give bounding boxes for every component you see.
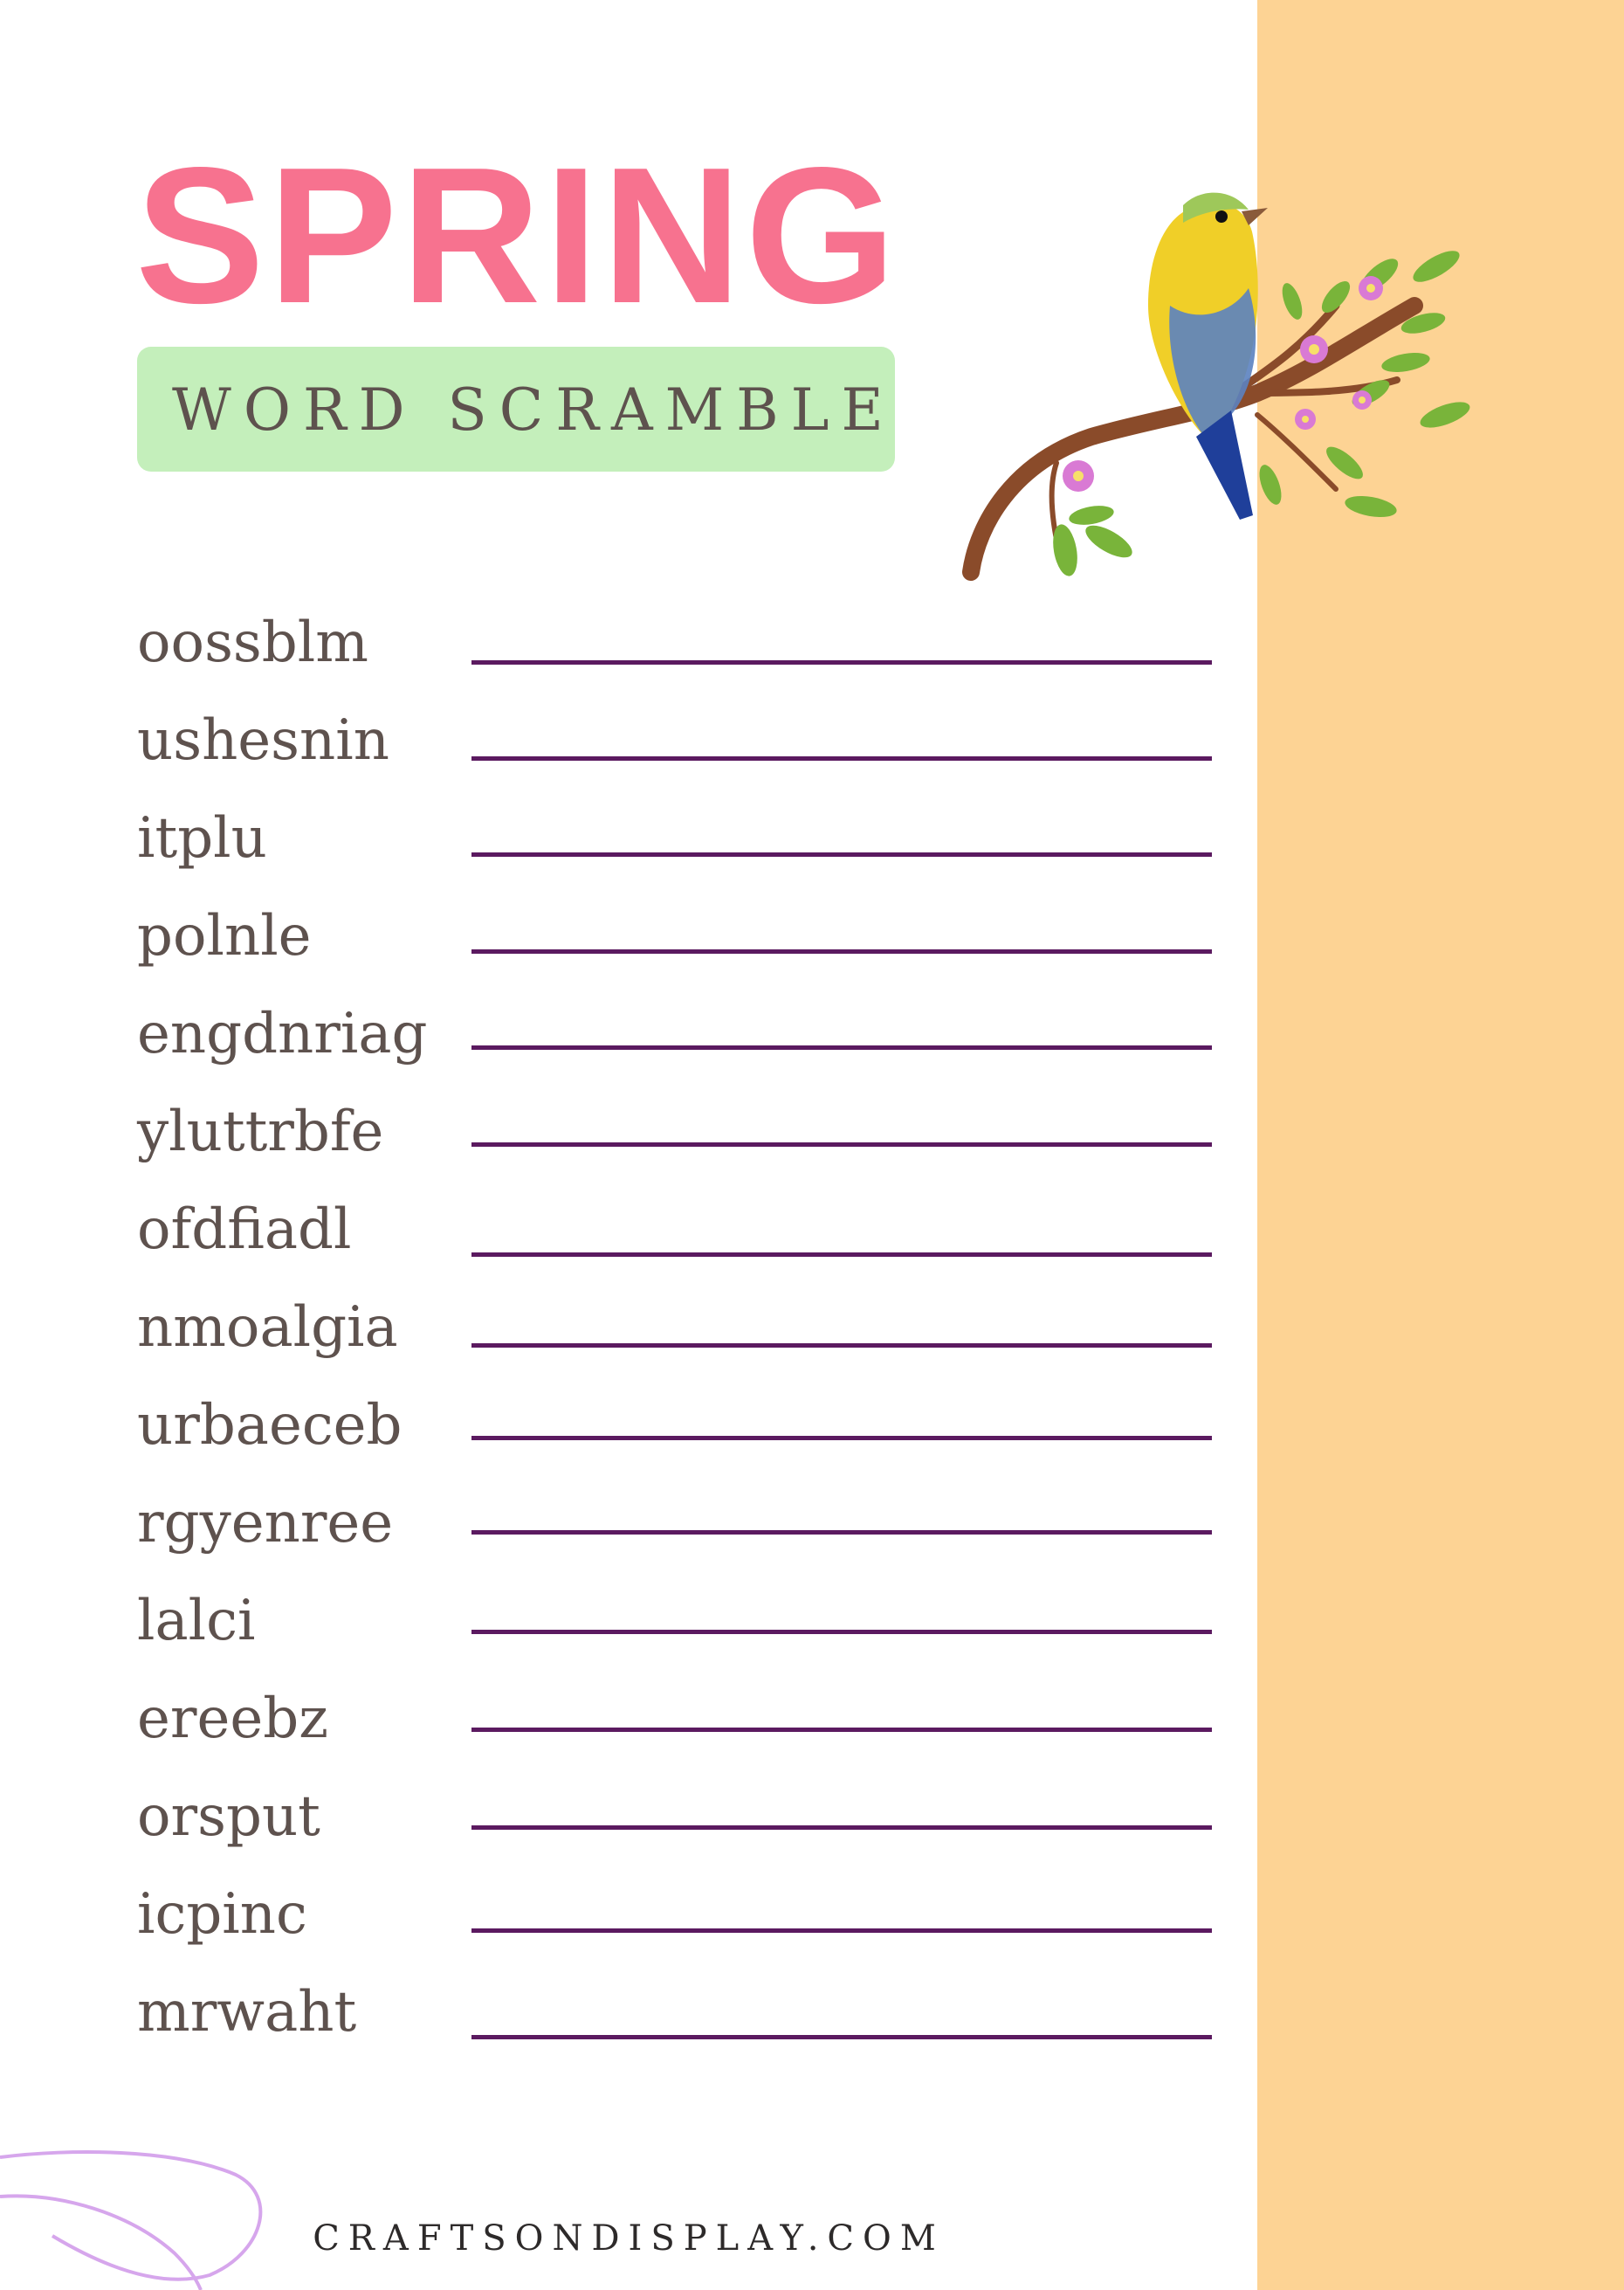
scrambled-word: polnle — [137, 904, 312, 969]
answer-line[interactable] — [471, 1436, 1212, 1440]
list-item — [0, 1293, 1257, 1390]
scrambled-word: yluttrbfe — [137, 1100, 384, 1164]
answer-line[interactable] — [471, 852, 1212, 857]
answer-line[interactable] — [471, 2035, 1212, 2039]
list-item — [0, 1195, 1257, 1293]
answer-line[interactable] — [471, 949, 1212, 954]
scrambled-word: urbaeceb — [137, 1393, 403, 1458]
scrambled-word: lalci — [137, 1589, 256, 1653]
scrambled-word: oossblm — [137, 610, 368, 675]
answer-line[interactable] — [471, 1045, 1212, 1050]
list-item — [0, 1880, 1257, 1977]
scrambled-word: itplu — [137, 806, 267, 871]
answer-line[interactable] — [471, 1343, 1212, 1348]
list-item — [0, 1097, 1257, 1195]
answer-line[interactable] — [471, 1825, 1212, 1830]
list-item — [0, 1586, 1257, 1684]
answer-line[interactable] — [471, 660, 1212, 665]
scrambled-word: nmoalgia — [137, 1295, 398, 1360]
answer-line[interactable] — [471, 1728, 1212, 1732]
list-item — [0, 1782, 1257, 1880]
page-title: SPRING — [135, 128, 900, 344]
list-item — [0, 901, 1257, 999]
decorative-swirl — [0, 2131, 279, 2290]
answer-line[interactable] — [471, 1928, 1212, 1933]
scrambled-word: orsput — [137, 1784, 320, 1849]
list-item — [0, 1488, 1257, 1586]
answer-line[interactable] — [471, 1530, 1212, 1535]
subtitle: WORD SCRAMBLE — [172, 376, 896, 444]
answer-line[interactable] — [471, 1630, 1212, 1634]
list-item — [0, 1977, 1257, 2075]
list-item — [0, 804, 1257, 901]
scrambled-word: icpinc — [137, 1882, 307, 1947]
scrambled-word: mrwaht — [137, 1980, 357, 2045]
list-item — [0, 608, 1257, 706]
scrambled-word: ereebz — [137, 1686, 328, 1751]
list-item — [0, 999, 1257, 1097]
scrambled-word: rgyenree — [137, 1491, 394, 1555]
scrambled-word: ofdfiadl — [137, 1197, 352, 1262]
scrambled-word: ushesnin — [137, 708, 389, 773]
answer-line[interactable] — [471, 756, 1212, 761]
list-item — [0, 706, 1257, 804]
answer-line[interactable] — [471, 1252, 1212, 1257]
list-item — [0, 1684, 1257, 1782]
list-item — [0, 1390, 1257, 1488]
footer-website: CRAFTSONDISPLAY.COM — [313, 2218, 945, 2259]
scrambled-word: engdnriag — [137, 1002, 428, 1066]
answer-line[interactable] — [471, 1142, 1212, 1147]
